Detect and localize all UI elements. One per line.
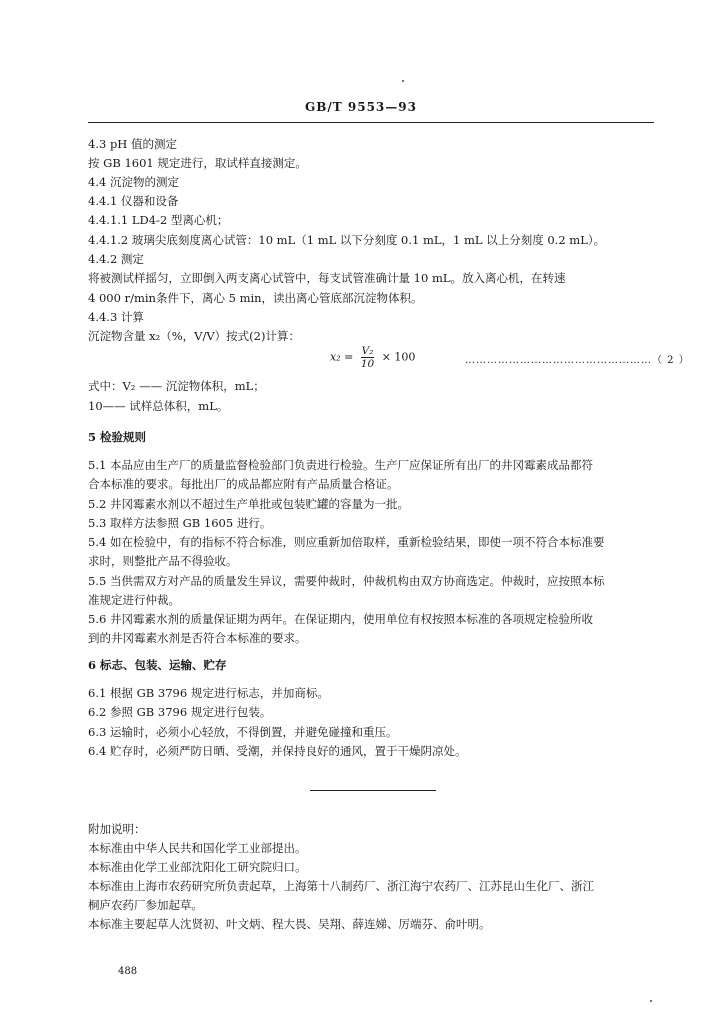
formula-where-1: 式中：V₂ —— 沉淀物体积，mL； (88, 379, 265, 393)
clause-5-5-b: 准规定进行仲裁。 (88, 593, 180, 607)
clause-6-2: 6.2 参照 GB 3796 规定进行包装。 (88, 705, 272, 719)
clause-5-1-a: 5.1 本品应由生产厂的质量监督检验部门负责进行检验。生产厂应保证所有出厂的井冈霉素成品都符 (88, 458, 593, 472)
clause-4-4-1-2: 4.4.1.2 玻璃尖底刻度离心试管：10 mL（1 mL 以下分刻度 0.1 mL，1 mL 以上分刻度 0.2 mL）。 (88, 233, 606, 247)
formula-denominator: 10 (360, 358, 375, 370)
formula-where-2: 10—— 试样总体积，mL。 (88, 399, 229, 413)
clause-4-3-text: 按 GB 1601 规定进行，取试样直接测定。 (88, 156, 307, 170)
note-heading: 附加说明： (88, 822, 146, 836)
formula-fraction (361, 345, 374, 370)
note-line-2: 本标准由化学工业部沈阳化工研究院归口。 (88, 860, 307, 874)
clause-5-5-a: 5.5 当供需双方对产品的质量发生异议，需要仲裁时，仲裁机构由双方协商选定。仲裁时，应按照本标 (88, 574, 605, 588)
clause-5-4-b: 求时，则整批产品不得验收。 (88, 554, 238, 568)
clause-4-4: 4.4 沉淀物的测定 (88, 175, 179, 189)
formula-2 (330, 345, 415, 370)
note-line-1: 本标准由中华人民共和国化学工业部提出。 (88, 841, 307, 855)
section-6-title: 6 标志、包装、运输、贮存 (88, 658, 227, 672)
clause-4-4-2: 4.4.2 测定 (88, 252, 144, 266)
note-line-4: 本标准主要起草人沈贤初、叶文炳、程大畏、吴翔、薛连娣、厉端芬、俞叶明。 (88, 917, 491, 931)
clause-5-4-a: 5.4 如在检验中，有的指标不符合标准，则应重新加倍取样，重新检验结果，即使一项不符合本标准要 (88, 535, 605, 549)
clause-4-4-2-text-1: 将被测试样摇匀，立即倒入两支离心试管中，每支试管准确计量 10 mL。放入离心机，在转速 (88, 271, 566, 285)
standard-header: GB/T 9553—93 (305, 100, 417, 114)
scan-speck (402, 80, 404, 82)
formula-rhs: × 100 (381, 350, 416, 364)
section-5-title: 5 检验规则 (88, 430, 147, 444)
clause-5-1-b: 合本标准的要求。每批出厂的成品都应附有产品质量合格证。 (88, 477, 399, 491)
clause-4-4-2-text-2: 4 000 r/min条件下，离心 5 min，读出离心管底部沉淀物体积。 (88, 291, 423, 305)
clause-4-4-1-1: 4.4.1.1 LD4-2 型离心机； (88, 213, 229, 227)
page-number: 488 (118, 966, 138, 977)
end-rule (310, 790, 436, 791)
note-line-3b: 桐庐农药厂参加起草。 (88, 898, 203, 912)
clause-5-2: 5.2 井冈霉素水剂以不超过生产单批或包装贮罐的容量为一批。 (88, 497, 409, 511)
clause-6-1: 6.1 根据 GB 3796 规定进行标志，并加商标。 (88, 686, 329, 700)
scan-speck (650, 1000, 652, 1002)
formula-numerator: V₂ (361, 345, 374, 357)
clause-4-4-3: 4.4.3 计算 (88, 310, 144, 324)
clause-6-4: 6.4 贮存时，必须严防日晒、受潮，并保持良好的通风，置于干燥阴凉处。 (88, 744, 467, 758)
clause-5-6-b: 到的井冈霉素水剂是否符合本标准的要求。 (88, 631, 307, 645)
clause-4-3: 4.3 pH 值的测定 (88, 137, 177, 151)
formula-lhs: x₂ = (330, 350, 354, 364)
formula-number-leader: ……………………………………………（ 2 ） (465, 355, 690, 366)
clause-6-3: 6.3 运输时，必须小心轻放，不得倒置，并避免碰撞和重压。 (88, 725, 398, 739)
clause-5-6-a: 5.6 井冈霉素水剂的质量保证期为两年。在保证期内，使用单位有权按照本标准的各项规定检验所收 (88, 612, 593, 626)
header-rule (88, 122, 654, 123)
clause-4-4-3-text: 沉淀物含量 x₂（%，V/V）按式(2)计算： (88, 329, 300, 343)
clause-4-4-1: 4.4.1 仪器和设备 (88, 194, 179, 208)
note-line-3a: 本标准由上海市农药研究所负责起草，上海第十八制药厂、浙江海宁农药厂、江苏昆山生化厂、浙江 (88, 879, 594, 893)
clause-5-3: 5.3 取样方法参照 GB 1605 进行。 (88, 516, 272, 530)
